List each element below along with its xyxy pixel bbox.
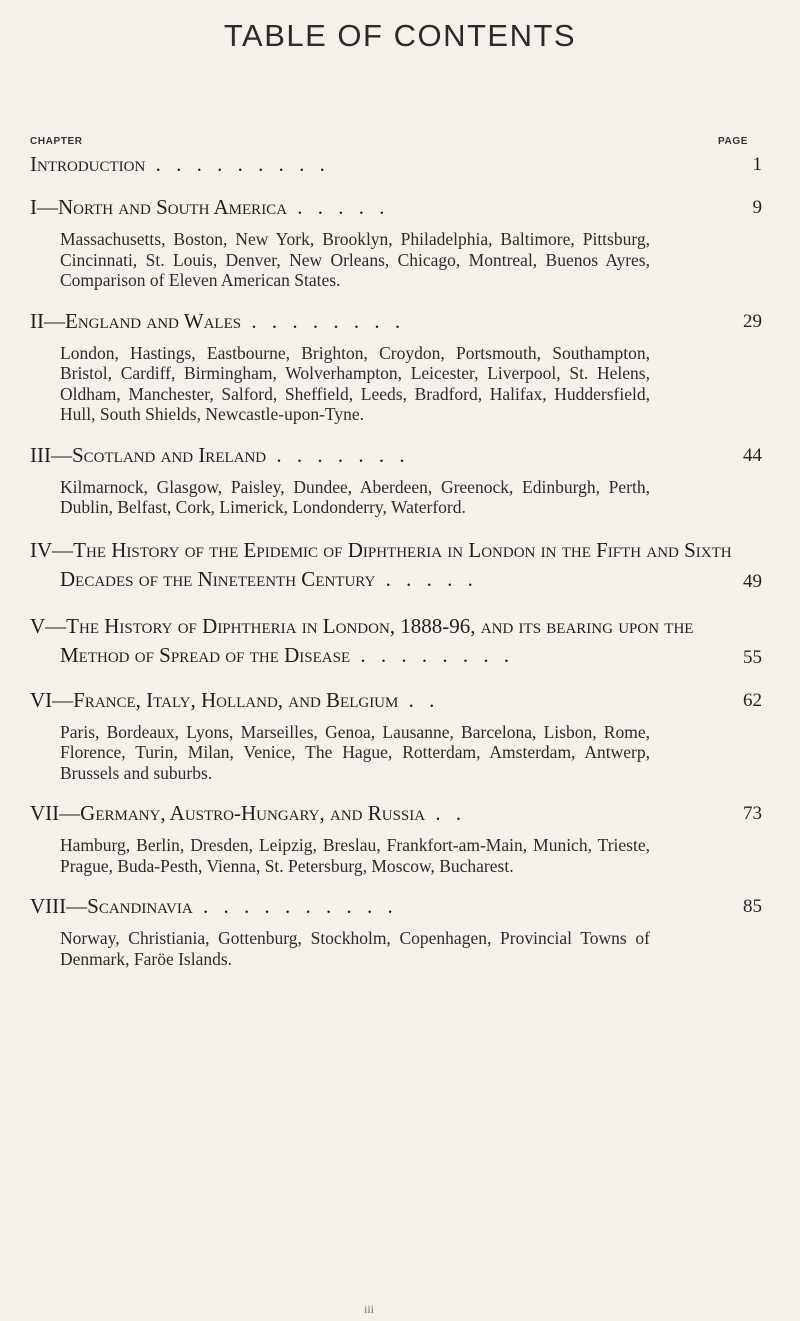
entry-title: III—Scotland and Ireland bbox=[30, 442, 267, 467]
chapter-column-header: CHAPTER bbox=[30, 136, 83, 147]
entry-page-number: 44 bbox=[743, 444, 762, 466]
dot-leader: . . . . . bbox=[375, 566, 478, 591]
entry-title: II—England and Wales bbox=[30, 308, 242, 333]
dot-leader: . . . . . . . . bbox=[350, 642, 515, 667]
toc-entry-chapter-7[interactable] bbox=[30, 801, 762, 876]
entry-description: Massachusetts, Boston, New York, Brooklyn, Philadelphia, Baltimore, Pittsburg, Cincinnati, St. Louis, Denver, New Orleans, Chicago, Montreal, Buenos Ayres, Comparison of Eleven American States. bbox=[60, 229, 650, 290]
entry-title: IV—The History of the Epidemic of Diphtheria in London in the Fifth and Sixth Decades of the Nineteenth Century bbox=[30, 537, 732, 591]
toc-entry-chapter-8[interactable] bbox=[30, 894, 762, 969]
entry-page-number: 62 bbox=[743, 689, 762, 711]
page-title: TABLE OF CONTENTS bbox=[223, 18, 577, 53]
toc-entry-chapter-1[interactable] bbox=[30, 195, 762, 291]
dot-leader: . . . . . . . . bbox=[241, 308, 406, 333]
entry-title: I—North and South America bbox=[30, 195, 288, 219]
entry-description: London, Hastings, Eastbourne, Brighton, Croydon, Portsmouth, Southampton, Bristol, Cardiff, Birmingham, Wolverhampton, Leicester, Liverpool, St. Helens, Oldham, Manchester, Salford, Sheffield, Leeds, Bradford, Halifax, Huddersfield, Hull, South Shields, Newcastle-upon-Tyne. bbox=[60, 342, 650, 424]
entry-description: Hamburg, Berlin, Dresden, Leipzig, Breslau, Frankfort-am-Main, Munich, Trieste, Prague, Buda-Pesth, Vienna, St. Petersburg, Moscow, Bucharest. bbox=[60, 835, 650, 876]
dot-leader: . . . . . . . . . bbox=[145, 152, 330, 176]
entry-page-number: 85 bbox=[743, 896, 762, 917]
entry-description: Paris, Bordeaux, Lyons, Marseilles, Genoa, Lausanne, Barcelona, Lisbon, Rome, Florence, Turin, Milan, Venice, The Hague, Rotterdam, Amsterdam, Antwerp, Brussels and suburbs. bbox=[60, 721, 650, 783]
toc-entry-chapter-6[interactable] bbox=[30, 687, 762, 784]
entry-page-number: 73 bbox=[743, 803, 762, 824]
dot-leader: . . . . . bbox=[287, 195, 390, 219]
entry-title: Introduction bbox=[30, 152, 146, 176]
toc-entry-chapter-4[interactable] bbox=[30, 536, 762, 594]
toc-entry-introduction[interactable] bbox=[30, 152, 762, 177]
entry-description: Kilmarnock, Glasgow, Paisley, Dundee, Aberdeen, Greenock, Edinburgh, Perth, Dublin, Belfast, Cork, Limerick, Londonderry, Waterford. bbox=[60, 476, 650, 517]
dot-leader: . . bbox=[398, 687, 440, 712]
entry-page-number: 29 bbox=[743, 310, 762, 332]
dot-leader: . . bbox=[425, 801, 467, 825]
page-folio: iii bbox=[364, 1302, 375, 1316]
entry-title: V—The History of Diphtheria in London, 1888-96, and its bearing upon the Method of Spread of the Disease bbox=[30, 613, 694, 667]
dot-leader: . . . . . . . . . . bbox=[192, 894, 398, 918]
entry-page-number: 55 bbox=[743, 646, 762, 668]
entry-description: Norway, Christiania, Gottenburg, Stockholm, Copenhagen, Provincial Towns of Denmark, Faröe Islands. bbox=[60, 928, 650, 969]
toc-entry-chapter-2[interactable] bbox=[30, 308, 762, 425]
entry-title: VI—France, Italy, Holland, and Belgium bbox=[30, 687, 399, 712]
entry-page-number: 1 bbox=[752, 154, 762, 175]
toc-entry-chapter-5[interactable] bbox=[30, 612, 762, 670]
page-column-header: PAGE bbox=[718, 136, 748, 147]
entry-page-number: 49 bbox=[743, 570, 762, 592]
entry-page-number: 9 bbox=[752, 197, 762, 218]
toc-list bbox=[30, 150, 762, 969]
dot-leader: . . . . . . . bbox=[266, 442, 410, 467]
entry-title: VII—Germany, Austro-Hungary, and Russia bbox=[30, 801, 426, 825]
entry-title: VIII—Scandinavia bbox=[30, 894, 193, 918]
toc-entry-chapter-3[interactable] bbox=[30, 442, 762, 518]
